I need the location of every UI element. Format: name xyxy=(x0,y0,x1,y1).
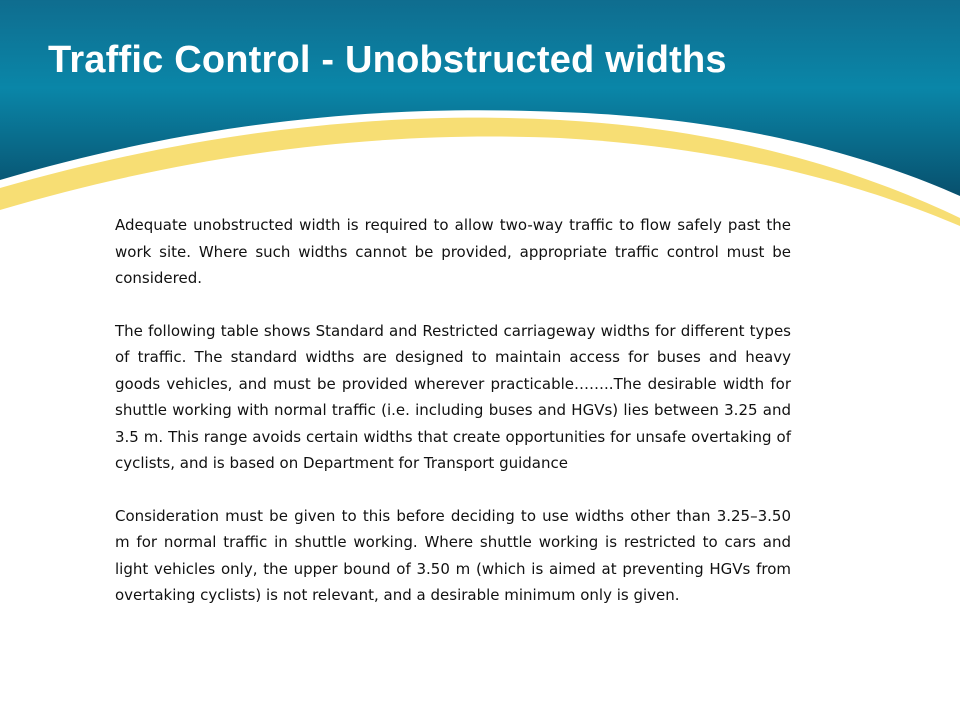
paragraph-carriageway-widths: The following table shows Standard and Restricted carriageway widths for different types of traffic. The standard widths are designed to maintain access for buses and heavy goods vehicles, and must be provided wherever practicable……..The desirable width for shuttle working with normal traffic (i.e. including buses and HGVs) lies between 3.25 and 3.5 m. This range avoids certain widths that create opportunities for unsafe overtaking of cyclists, and is based on Department for Transport guidance xyxy=(115,321,791,472)
paragraph-shuttle-working: Consideration must be given to this before deciding to use widths other than 3.25–3.50 m for normal traffic in shuttle working. Where shuttle working is restricted to cars and light vehicles only, the upper bound of 3.50 m (which is aimed at preventing HGVs from overtaking cyclists) is not relevant, and a desirable minimum only is given. xyxy=(115,506,791,604)
slide-title: Traffic Control - Unobstructed widths xyxy=(48,39,727,81)
body-text xyxy=(115,212,791,635)
paragraph-unobstructed-width: Adequate unobstructed width is required to allow two-way traffic to flow safely past the work site. Where such widths cannot be provided, appropriate traffic control must be considered. xyxy=(115,216,791,287)
header-banner xyxy=(0,0,960,230)
